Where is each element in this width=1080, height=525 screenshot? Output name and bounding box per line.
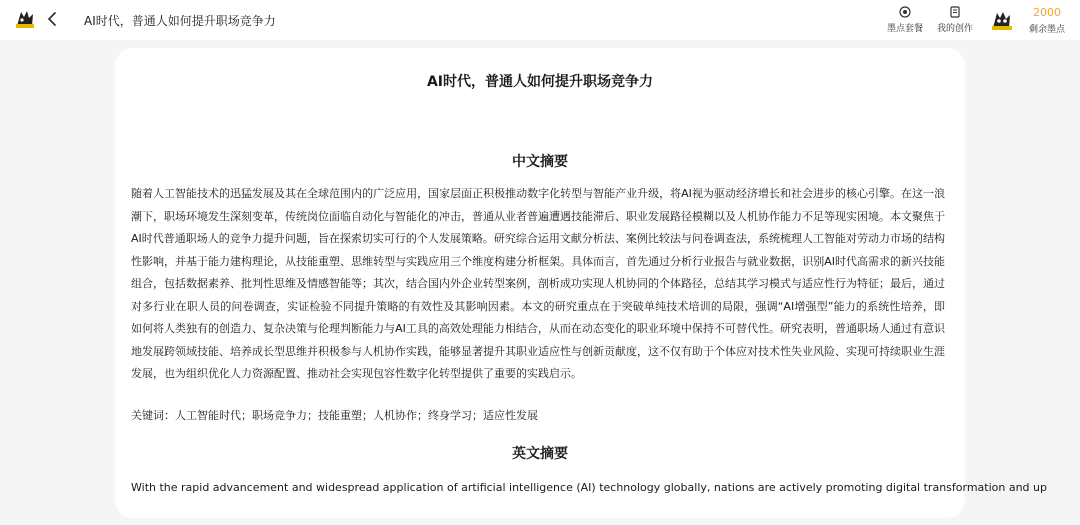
ink-packages-label: 墨点套餐: [886, 24, 923, 34]
chinese-abstract-heading: 中文摘要: [512, 154, 568, 170]
points-value: 2000: [1033, 6, 1061, 19]
my-creations-button[interactable]: [930, 6, 980, 34]
document-paper: [115, 48, 1047, 518]
paper-title: AI时代，普通人如何提升职场竞争力: [426, 74, 654, 90]
top-bar: [0, 0, 1080, 40]
back-arrow-icon[interactable]: [44, 8, 62, 30]
brand-logo-icon: [14, 8, 36, 30]
ink-packages-button[interactable]: [880, 6, 930, 34]
english-abstract-text: With the rapid advancement and widespread application of artificial intelligence (AI) technology globally, nations are actively promoting digital transformation and up: [131, 481, 1047, 494]
document-title: AI时代，普通人如何提升职场竞争力: [84, 14, 276, 28]
coin-icon: [899, 6, 911, 18]
remaining-points: [1024, 6, 1070, 35]
chinese-abstract-text: 随着人工智能技术的迅猛发展及其在全球范围内的广泛应用，国家层面正积极推动数字化转型与智能产业升级，将AI视为驱动经济增长和社会进步的核心引擎。在这一浪潮下，职场环境发生深刻变革，传统岗位面临自动化与智能化的冲击，普通从业者普遍遭遇技能滞后、职业发展路径模糊以及人机协作能力不足等现实困境。本文聚焦于AI时代普通职场人的竞争力提升问题，旨在探索切实可行的个人发展策略。研究综合运用文献分析法、案例比较法与问卷调查法，系统梳理人工智能对劳动力市场的结构性影响，并基于能力建构理论，从技能重塑、思维转型与实践应用三个维度构建分析框架。具体而言，首先通过分析行业报告与就业数据，识别AI时代高需求的新兴技能组合，包括数据素养、批判性思维及情感智能等；其次，结合国内外企业转型案例，剖析成功实现人机协同的个体路径，总结其学习模式与适应性行为特征；最后，通过对多行业在职人员的问卷调查，实证检验不同提升策略的有效性及其影响因素。本文的研究重点在于突破单纯技术培训的局限，强调“AI增强型”能力的系统性培养，即如何将人类独有的创造力、复杂决策与伦理判断能力与AI工具的高效处理能力相结合，从而在动态变化的职业环境中保持不可替代性。研究表明，普通职场人通过有意识地发展跨领域技能、培养成长型思维并积极参与人机协作实践，能够显著提升其职业适应性与创新贡献度，这不仅有助于个体应对技术性失业风险、实现可持续职业生涯发展，也为组织优化人力资源配置、推动社会实现包容性数字化转型提供了重要的实践启示。: [131, 187, 945, 380]
document-icon: [949, 6, 961, 18]
points-label: 剩余墨点: [1028, 25, 1065, 35]
keywords: 关键词：人工智能时代；职场竞争力；技能重塑；人机协作；终身学习；适应性发展: [131, 409, 538, 422]
english-abstract-heading: 英文摘要: [512, 446, 568, 462]
avatar[interactable]: [990, 8, 1014, 32]
my-creations-label: 我的创作: [936, 24, 973, 34]
